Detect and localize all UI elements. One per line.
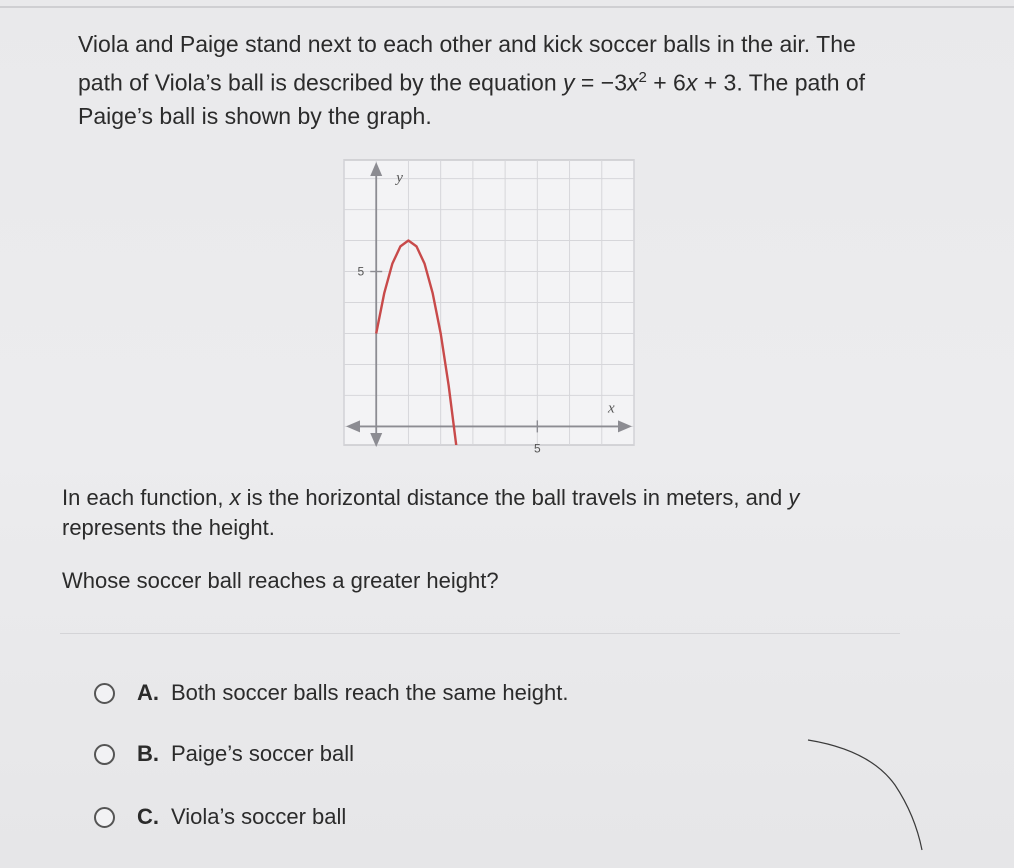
option-b[interactable] (94, 737, 354, 771)
y-tick-label: 5 (357, 264, 365, 279)
option-a-text: Both soccer balls reach the same height. (171, 680, 569, 705)
option-b-radio[interactable] (94, 744, 115, 765)
option-a-radio[interactable] (94, 683, 115, 704)
context-y-var: y (788, 485, 800, 510)
y-axis-label: y (396, 170, 403, 186)
option-a[interactable] (94, 676, 568, 710)
context-end: represents the height. (62, 515, 275, 540)
stray-pen-mark (800, 730, 940, 860)
x-axis-label: x (608, 400, 615, 417)
option-a-letter: A. (137, 680, 159, 705)
answer-divider (60, 633, 900, 634)
equation-end: + 3. The path of (697, 69, 866, 96)
equation-mid: = −3 (574, 69, 627, 96)
equation-exponent: 2 (638, 69, 647, 86)
option-b-text: Paige’s soccer ball (171, 741, 355, 766)
context-middle: is the horizontal distance the ball travels in meters, and (240, 485, 789, 510)
option-b-letter: B. (137, 741, 159, 766)
equation-intro: path of Viola’s ball is described by the equation (78, 69, 564, 96)
paige-graph (336, 155, 646, 455)
context-intro: In each function, (62, 485, 230, 510)
graph-svg (336, 155, 646, 455)
question-line-2 (78, 61, 908, 100)
question-line-3: Paige’s ball is shown by the graph. (78, 102, 432, 129)
question-line-1: Viola and Paige stand next to each other and kick soccer balls in the air. The (78, 31, 856, 57)
question-prompt: Whose soccer ball reaches a greater height? (62, 568, 499, 593)
x-tick-label: 5 (533, 441, 541, 455)
equation-x-var: x (685, 69, 698, 96)
option-c-text: Viola’s soccer ball (171, 804, 347, 829)
option-c-letter: C. (137, 804, 159, 829)
context-x-var: x (229, 485, 241, 510)
equation-plus: + 6 (646, 69, 686, 96)
option-c[interactable] (94, 800, 346, 834)
option-c-radio[interactable] (94, 807, 115, 828)
context-text (62, 483, 922, 543)
equation-x-squared-var: x (626, 69, 639, 96)
top-divider (0, 6, 1014, 8)
question-text (78, 28, 908, 133)
equation-y: y (563, 69, 575, 96)
